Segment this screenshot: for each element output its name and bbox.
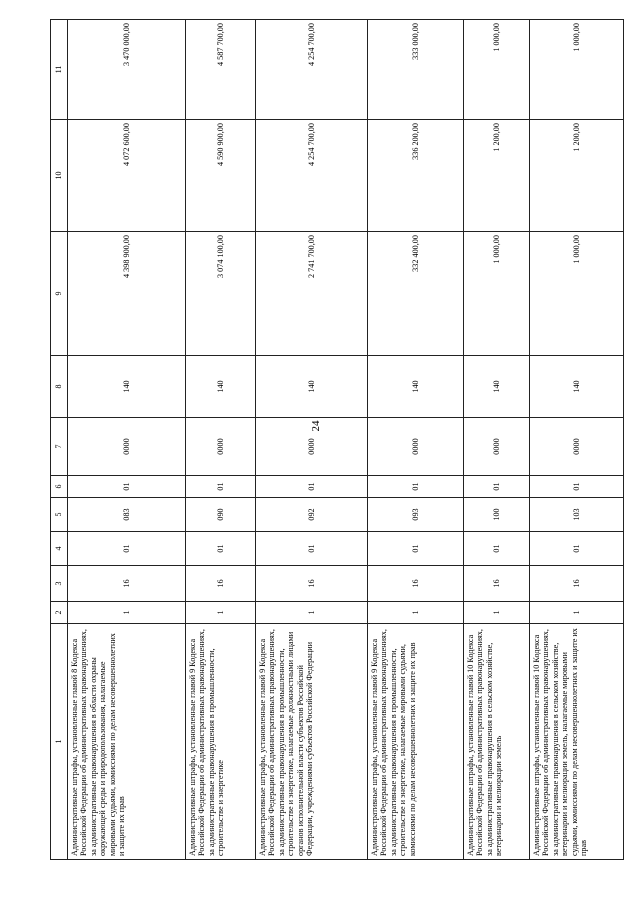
col-header-10: 10	[51, 120, 68, 232]
cell-c3: 16	[464, 566, 530, 602]
cell-c8: 140	[464, 356, 530, 418]
row-name: Административные штрафы, установленные главой 9 Кодекса Российской Федерации об административных правонарушениях, за административные правонарушения в промышленности, строительстве и энергетике, налагаемые должностными лицами органов исполнительной власти субъектов Российской Федерации, учреждениями субъектов Российской Федерации	[256, 624, 368, 860]
cell-c10: 1 200,00	[530, 120, 624, 232]
table-row	[464, 20, 530, 860]
cell-c10: 4 590 900,00	[186, 120, 256, 232]
row-name: Административные штрафы, установленные главой 9 Кодекса Российской Федерации об административных правонарушениях, за административные правонарушения в промышленности, строительстве и энергетике	[186, 624, 256, 860]
cell-c2: 1	[256, 602, 368, 624]
cell-c4: 01	[464, 532, 530, 566]
cell-c9: 3 074 100,00	[186, 232, 256, 356]
cell-c6: 01	[68, 476, 186, 498]
cell-c10: 336 200,00	[368, 120, 464, 232]
cell-c6: 01	[530, 476, 624, 498]
cell-c11: 4 254 700,00	[256, 20, 368, 120]
cell-c5: 093	[368, 498, 464, 532]
cell-c9: 4 398 900,00	[68, 232, 186, 356]
cell-c10: 4 072 600,00	[68, 120, 186, 232]
col-header-7: 7	[51, 418, 68, 476]
cell-c2: 1	[530, 602, 624, 624]
cell-c11: 3 470 000,00	[68, 20, 186, 120]
col-header-3: 3	[51, 566, 68, 602]
row-name: Административные штрафы, установленные главой 10 Кодекса Российской Федерации об административных правонарушениях, за административные правонарушения в сельском хозяйстве, ветеринарии и мелиорации земель	[464, 624, 530, 860]
cell-c3: 16	[368, 566, 464, 602]
cell-c4: 01	[68, 532, 186, 566]
cell-c8: 140	[256, 356, 368, 418]
cell-c11: 1 000,00	[530, 20, 624, 120]
cell-c2: 1	[186, 602, 256, 624]
rotated-table-container	[50, 20, 620, 860]
cell-c3: 16	[256, 566, 368, 602]
cell-c9: 1 000,00	[530, 232, 624, 356]
cell-c10: 1 200,00	[464, 120, 530, 232]
cell-c4: 01	[530, 532, 624, 566]
cell-c8: 140	[368, 356, 464, 418]
cell-c8: 140	[186, 356, 256, 418]
cell-c10: 4 254 700,00	[256, 120, 368, 232]
budget-table	[50, 19, 624, 860]
col-header-11: 11	[51, 20, 68, 120]
cell-c5: 092	[256, 498, 368, 532]
cell-c2: 1	[464, 602, 530, 624]
col-header-1: 1	[51, 624, 68, 860]
cell-c3: 16	[186, 566, 256, 602]
cell-c4: 01	[186, 532, 256, 566]
cell-c7: 0000	[464, 418, 530, 476]
cell-c5: 090	[186, 498, 256, 532]
col-header-9: 9	[51, 232, 68, 356]
cell-c7: 0000	[256, 418, 368, 476]
cell-c6: 01	[186, 476, 256, 498]
cell-c5: 083	[68, 498, 186, 532]
cell-c3: 16	[530, 566, 624, 602]
cell-c5: 103	[530, 498, 624, 532]
cell-c4: 01	[368, 532, 464, 566]
cell-c7: 0000	[368, 418, 464, 476]
col-header-4: 4	[51, 532, 68, 566]
col-header-8: 8	[51, 356, 68, 418]
cell-c9: 332 400,00	[368, 232, 464, 356]
cell-c11: 1 000,00	[464, 20, 530, 120]
cell-c4: 01	[256, 532, 368, 566]
cell-c8: 140	[68, 356, 186, 418]
cell-c2: 1	[68, 602, 186, 624]
header-row	[51, 20, 68, 860]
cell-c6: 01	[368, 476, 464, 498]
col-header-2: 2	[51, 602, 68, 624]
table-row	[256, 20, 368, 860]
col-header-5: 5	[51, 498, 68, 532]
row-name: Административные штрафы, установленные главой 8 Кодекса Российской Федерации об административных правонарушениях, за административные правонарушения в области охраны окружающей среды и природопользования, налагаемые мировыми судьями, комиссиями по делам несовершеннолетних и защите их прав	[68, 624, 186, 860]
cell-c5: 100	[464, 498, 530, 532]
table-row	[186, 20, 256, 860]
cell-c7: 0000	[68, 418, 186, 476]
page-number: 24	[310, 420, 322, 432]
cell-c6: 01	[256, 476, 368, 498]
row-name: Административные штрафы, установленные главой 9 Кодекса Российской Федерации об административных правонарушениях, за административные правонарушения в промышленности, строительстве и энергетике, налагаемые мировыми судьями, комиссиями по делам несовершеннолетних и защите их прав	[368, 624, 464, 860]
cell-c11: 333 000,00	[368, 20, 464, 120]
cell-c6: 01	[464, 476, 530, 498]
table-row	[68, 20, 186, 860]
row-name: Административные штрафы, установленные главой 10 Кодекса Российской Федерации об административных правонарушениях, за административные правонарушения в сельском хозяйстве, ветеринарии и мелиорации земель, налагаемые мировыми судьями, комиссиями по делам несовершеннолетних и защите их прав	[530, 624, 624, 860]
cell-c2: 1	[368, 602, 464, 624]
col-header-6: 6	[51, 476, 68, 498]
cell-c8: 140	[530, 356, 624, 418]
cell-c7: 0000	[186, 418, 256, 476]
cell-c7: 0000	[530, 418, 624, 476]
cell-c9: 1 000,00	[464, 232, 530, 356]
table-row	[530, 20, 624, 860]
cell-c9: 2 741 700,00	[256, 232, 368, 356]
table-row	[368, 20, 464, 860]
cell-c3: 16	[68, 566, 186, 602]
cell-c11: 4 587 700,00	[186, 20, 256, 120]
